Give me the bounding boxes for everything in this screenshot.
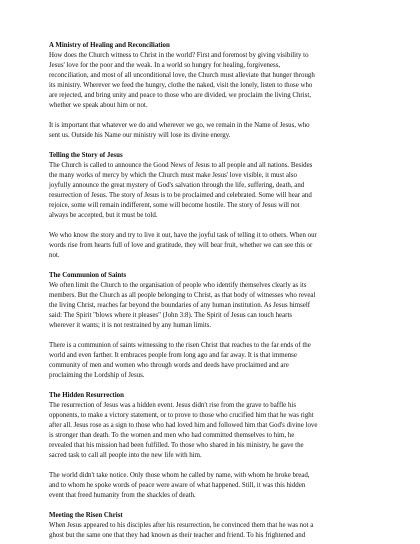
text-line: The resurrection of Jesus was a hidden event. Jesus didn't rise from the grave to baffle his <box>49 402 297 409</box>
section <box>49 511 392 541</box>
text-line: We who know the story and try to live it out, have the joyful task of telling it to others. When our <box>49 232 317 239</box>
text-line: said: The Spirit "blows where it pleases" (John 3:8). The Spirit of Jesus can touch hearts <box>49 312 293 319</box>
section-heading: A Ministry of Healing and Reconciliation <box>49 42 170 49</box>
text-line: When Jesus appeared to his disciples after his resurrection, he convinced them that he was not a <box>49 522 314 529</box>
body-paragraph <box>49 521 392 541</box>
text-line: We often limit the Church to the organisation of people who identify themselves clearly as its <box>49 282 307 289</box>
body-paragraph <box>49 51 392 111</box>
text-line: How does the Church witness to Christ in the world? First and foremost by giving visibility to <box>49 52 309 59</box>
text-line: and to whom he spoke words of peace were aware of what happened. Still, it was this hidden <box>49 482 306 489</box>
text-line: the many works of mercy by which the Church must make Jesus' love visible, it must also <box>49 172 297 179</box>
body-paragraph <box>49 471 392 501</box>
text-line: The world didn't take notice. Only those whom he called by name, with whom he broke bread, <box>49 472 310 479</box>
text-line: sacred task to call all people into the new life with him. <box>49 452 202 459</box>
text-line: Jesus' love for the poor and the weak. In a world so hungry for healing, forgiveness, <box>49 62 281 69</box>
text-line: world and even farther. It embraces people from long ago and far away. It is that immense <box>49 352 297 359</box>
body-paragraph <box>49 401 392 461</box>
text-line: wherever it wants; it is not restrained by any human limits. <box>49 322 212 329</box>
text-line: revealed that his mission had been fulfilled. To those who shared in his ministry, he gave the <box>49 442 304 449</box>
body-paragraph <box>49 121 392 141</box>
text-line: community of men and women who through words and deeds have proclaimed and are <box>49 362 289 369</box>
section-heading: The Hidden Resurrection <box>49 392 124 399</box>
section-heading: Telling the Story of Jesus <box>49 152 123 159</box>
text-line: joyfully announce the great mystery of God's salvation through the life, suffering, death, and <box>49 182 305 189</box>
text-line: the living Christ, reaches far beyond the boundaries of any human institution. As Jesus himself <box>49 302 311 309</box>
text-line: sent us. Outside his Name our ministry will lose its divine energy. <box>49 132 231 139</box>
text-line: after all. Jesus rose as a sign to those who had loved him and followed him that God's divine love <box>49 422 318 429</box>
body-paragraph <box>49 341 392 381</box>
section-heading: Meeting the Risen Christ <box>49 512 123 519</box>
section <box>49 151 392 261</box>
text-line: is stronger than death. To the women and men who had committed themselves to him, he <box>49 432 295 439</box>
body-paragraph <box>49 281 392 331</box>
section <box>49 271 392 381</box>
text-line: It is important that whatever we do and wherever we go, we remain in the Name of Jesus, who <box>49 122 310 129</box>
section-heading: The Communion of Saints <box>49 272 127 279</box>
text-line: whether we speak about him or not. <box>49 102 148 109</box>
text-line: The Church is called to announce the Good News of Jesus to all people and all nations. Besides <box>49 162 313 169</box>
text-line: its ministry. Wherever we feed the hungry, clothe the naked, visit the lonely, listen to those who <box>49 82 313 89</box>
text-line: not. <box>49 252 60 259</box>
body-paragraph <box>49 161 392 221</box>
text-line: reconciliation, and most of all unconditional love, the Church must alleviate that hunger through <box>49 72 315 79</box>
section <box>49 41 392 141</box>
text-line: event that freed humanity from the shackles of death. <box>49 492 196 499</box>
section <box>49 391 392 501</box>
text-line: always be accepted, but it must be told. <box>49 212 158 219</box>
text-line: resurrection of Jesus. The story of Jesus is to be proclaimed and celebrated. Some will hear and <box>49 192 312 199</box>
text-line: rejoice, some will remain indifferent, some will become hostile. The story of Jesus will not <box>49 202 300 209</box>
text-line: proclaiming the Lordship of Jesus. <box>49 372 145 379</box>
text-line: are rejected, and bring unity and peace to those who are divided, we proclaim the living Christ, <box>49 92 311 99</box>
text-line: members. But the Church as all people belonging to Christ, as that body of witnesses who reveal <box>49 292 316 299</box>
body-paragraph <box>49 231 392 261</box>
text-line: ghost but the same one that they had known as their teacher and friend. To his frightened and <box>49 532 306 539</box>
text-line: There is a communion of saints witnessing to the risen Christ that reaches to the far ends of the <box>49 342 311 349</box>
text-line: words rise from hearts full of love and gratitude, they will bear fruit, whether we can see this or <box>49 242 313 249</box>
text-line: opponents, to make a victory statement, or to prove to those who crucified him that he was right <box>49 412 314 419</box>
